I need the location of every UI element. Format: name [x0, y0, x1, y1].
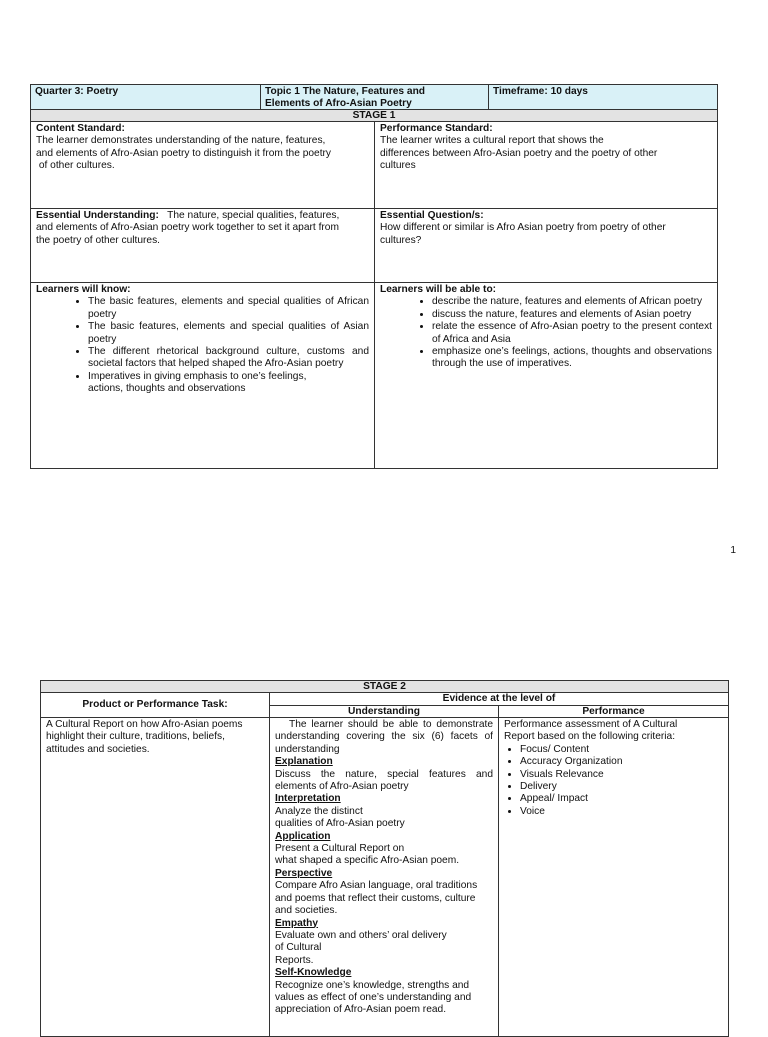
stage2-label: STAGE 2: [363, 681, 406, 692]
topic-line-2: Elements of Afro-Asian Poetry: [265, 98, 412, 110]
learners-able-cell: [374, 282, 718, 469]
performance-intro-line: Performance assessment of A Cultural: [504, 719, 678, 730]
performance-intro-line: Report based on the following criteria:: [504, 731, 676, 743]
essential-question-title: Essential Question/s:: [380, 210, 484, 221]
evidence-header-cell: [269, 692, 729, 706]
facet-text-line: values as effect of one’s understanding and: [275, 991, 472, 1003]
content-standard-line: of other cultures.: [36, 160, 115, 172]
criteria-item: • Delivery: [520, 781, 723, 793]
learners-able-item: • discuss the nature, features and elements of Asian poetry: [432, 309, 712, 321]
stage1-label: STAGE 1: [352, 110, 396, 121]
performance-standard-cell: [374, 121, 718, 209]
performance-standard-title: Performance Standard:: [380, 123, 493, 134]
topic-cell: [260, 84, 489, 110]
learners-able-item: • describe the nature, features and elements of African poetry: [432, 296, 712, 308]
topic-line-1: Topic 1 The Nature, Features and: [265, 86, 426, 97]
facet-text-line: what shaped a specific Afro-Asian poem.: [275, 855, 460, 867]
learners-know-item: • The different rhetorical background culture, customs and societal factors that helped shaped the Afro-Asian poetry: [88, 346, 369, 371]
criteria-item: • Accuracy Organization: [520, 756, 723, 768]
learners-know-item: • The basic features, elements and special qualities of African poetry: [88, 296, 369, 321]
essential-understanding-line: The nature, special qualities, features,: [158, 210, 340, 221]
understanding-header: Understanding: [348, 706, 420, 717]
content-standard-line: and elements of Afro-Asian poetry to distinguish it from the poetry: [36, 147, 332, 159]
facet-text-line: and poems that reflect their customs, culture: [275, 892, 476, 904]
facet-text-line: Recognize one’s knowledge, strengths and: [275, 979, 470, 991]
performance-standard-line: The learner writes a cultural report that shows the: [380, 135, 604, 147]
learners-know-item: • Imperatives in giving emphasis to one’s feelings, actions, thoughts and observations: [88, 371, 369, 396]
product-header-cell: [40, 692, 270, 718]
performance-header: Performance: [582, 706, 645, 717]
performance-cell: [498, 717, 729, 1037]
facet-text-explanation: Discuss the nature, special features and elements of Afro-Asian poetry: [275, 768, 493, 793]
facet-text-line: Compare Afro Asian language, oral traditions: [275, 880, 478, 892]
essential-understanding-line: and elements of Afro-Asian poetry work together to set it apart from: [36, 222, 339, 234]
learners-know-title: Learners will know:: [36, 284, 131, 295]
understanding-cell: [269, 717, 499, 1037]
facet-text-line: Analyze the distinct: [275, 805, 363, 817]
performance-standard-line: cultures: [380, 160, 416, 172]
content-standard-line: The learner demonstrates understanding of the nature, features,: [36, 135, 326, 147]
essential-understanding-cell: [30, 208, 375, 283]
product-text-line: attitudes and societies.: [46, 743, 150, 755]
facet-text-line: Evaluate own and others’ oral delivery: [275, 929, 447, 941]
facet-text-line: Reports.: [275, 954, 314, 966]
criteria-item: • Focus/ Content: [520, 744, 723, 756]
facet-text-line: appreciation of Afro-Asian poem read.: [275, 1004, 447, 1016]
learners-able-title: Learners will be able to:: [380, 284, 497, 295]
criteria-item: • Appeal/ Impact: [520, 793, 723, 805]
facet-title-self-knowledge: Self-Knowledge: [275, 967, 352, 979]
performance-standard-line: differences between Afro-Asian poetry and the poetry of other: [380, 147, 658, 159]
criteria-item: • Visuals Relevance: [520, 769, 723, 781]
product-header: Product or Performance Task:: [82, 699, 228, 710]
learners-know-cell: [30, 282, 375, 469]
product-text-line: highlight their culture, traditions, beliefs,: [46, 731, 225, 743]
facet-text-line: of Cultural: [275, 942, 322, 954]
facet-text-line: qualities of Afro-Asian poetry: [275, 818, 405, 830]
product-text-cell: [40, 717, 270, 1037]
quarter-cell: [30, 84, 261, 110]
essential-understanding-title: Essential Understanding:: [36, 210, 159, 221]
timeframe-cell: [488, 84, 718, 110]
page-number: 1: [730, 545, 736, 556]
learners-able-item: • relate the essence of Afro-Asian poetry to the present context of Africa and Asia: [432, 321, 712, 346]
facet-title-perspective: Perspective: [275, 867, 333, 879]
facet-title-interpretation: Interpretation: [275, 793, 341, 805]
essential-question-line: cultures?: [380, 234, 422, 246]
facet-title-explanation: Explanation: [275, 756, 333, 768]
essential-question-cell: [374, 208, 718, 283]
facet-title-empathy: Empathy: [275, 917, 319, 929]
learners-know-item: • The basic features, elements and special qualities of Asian poetry: [88, 321, 369, 346]
quarter-label: Quarter 3: Poetry: [35, 86, 119, 97]
content-standard-title: Content Standard:: [36, 123, 125, 134]
facet-text-line: Present a Cultural Report on: [275, 843, 405, 855]
product-text-line: A Cultural Report on how Afro-Asian poems: [46, 719, 243, 730]
content-standard-cell: [30, 121, 375, 209]
facet-text-line: and societies.: [275, 905, 338, 917]
essential-question-line: How different or similar is Afro Asian poetry from poetry of other: [380, 222, 666, 234]
timeframe-label: Timeframe: 10 days: [493, 86, 588, 97]
criteria-item: • Voice: [520, 806, 723, 818]
evidence-header: Evidence at the level of: [442, 693, 556, 704]
understanding-intro: The learner should be able to demonstrate understanding covering the six (6) facets of understanding: [275, 719, 493, 755]
facet-title-application: Application: [275, 830, 331, 842]
essential-understanding-line: the poetry of other cultures.: [36, 234, 161, 246]
learners-able-item: • emphasize one’s feelings, actions, thoughts and observations through the use of imperatives.: [432, 346, 712, 371]
